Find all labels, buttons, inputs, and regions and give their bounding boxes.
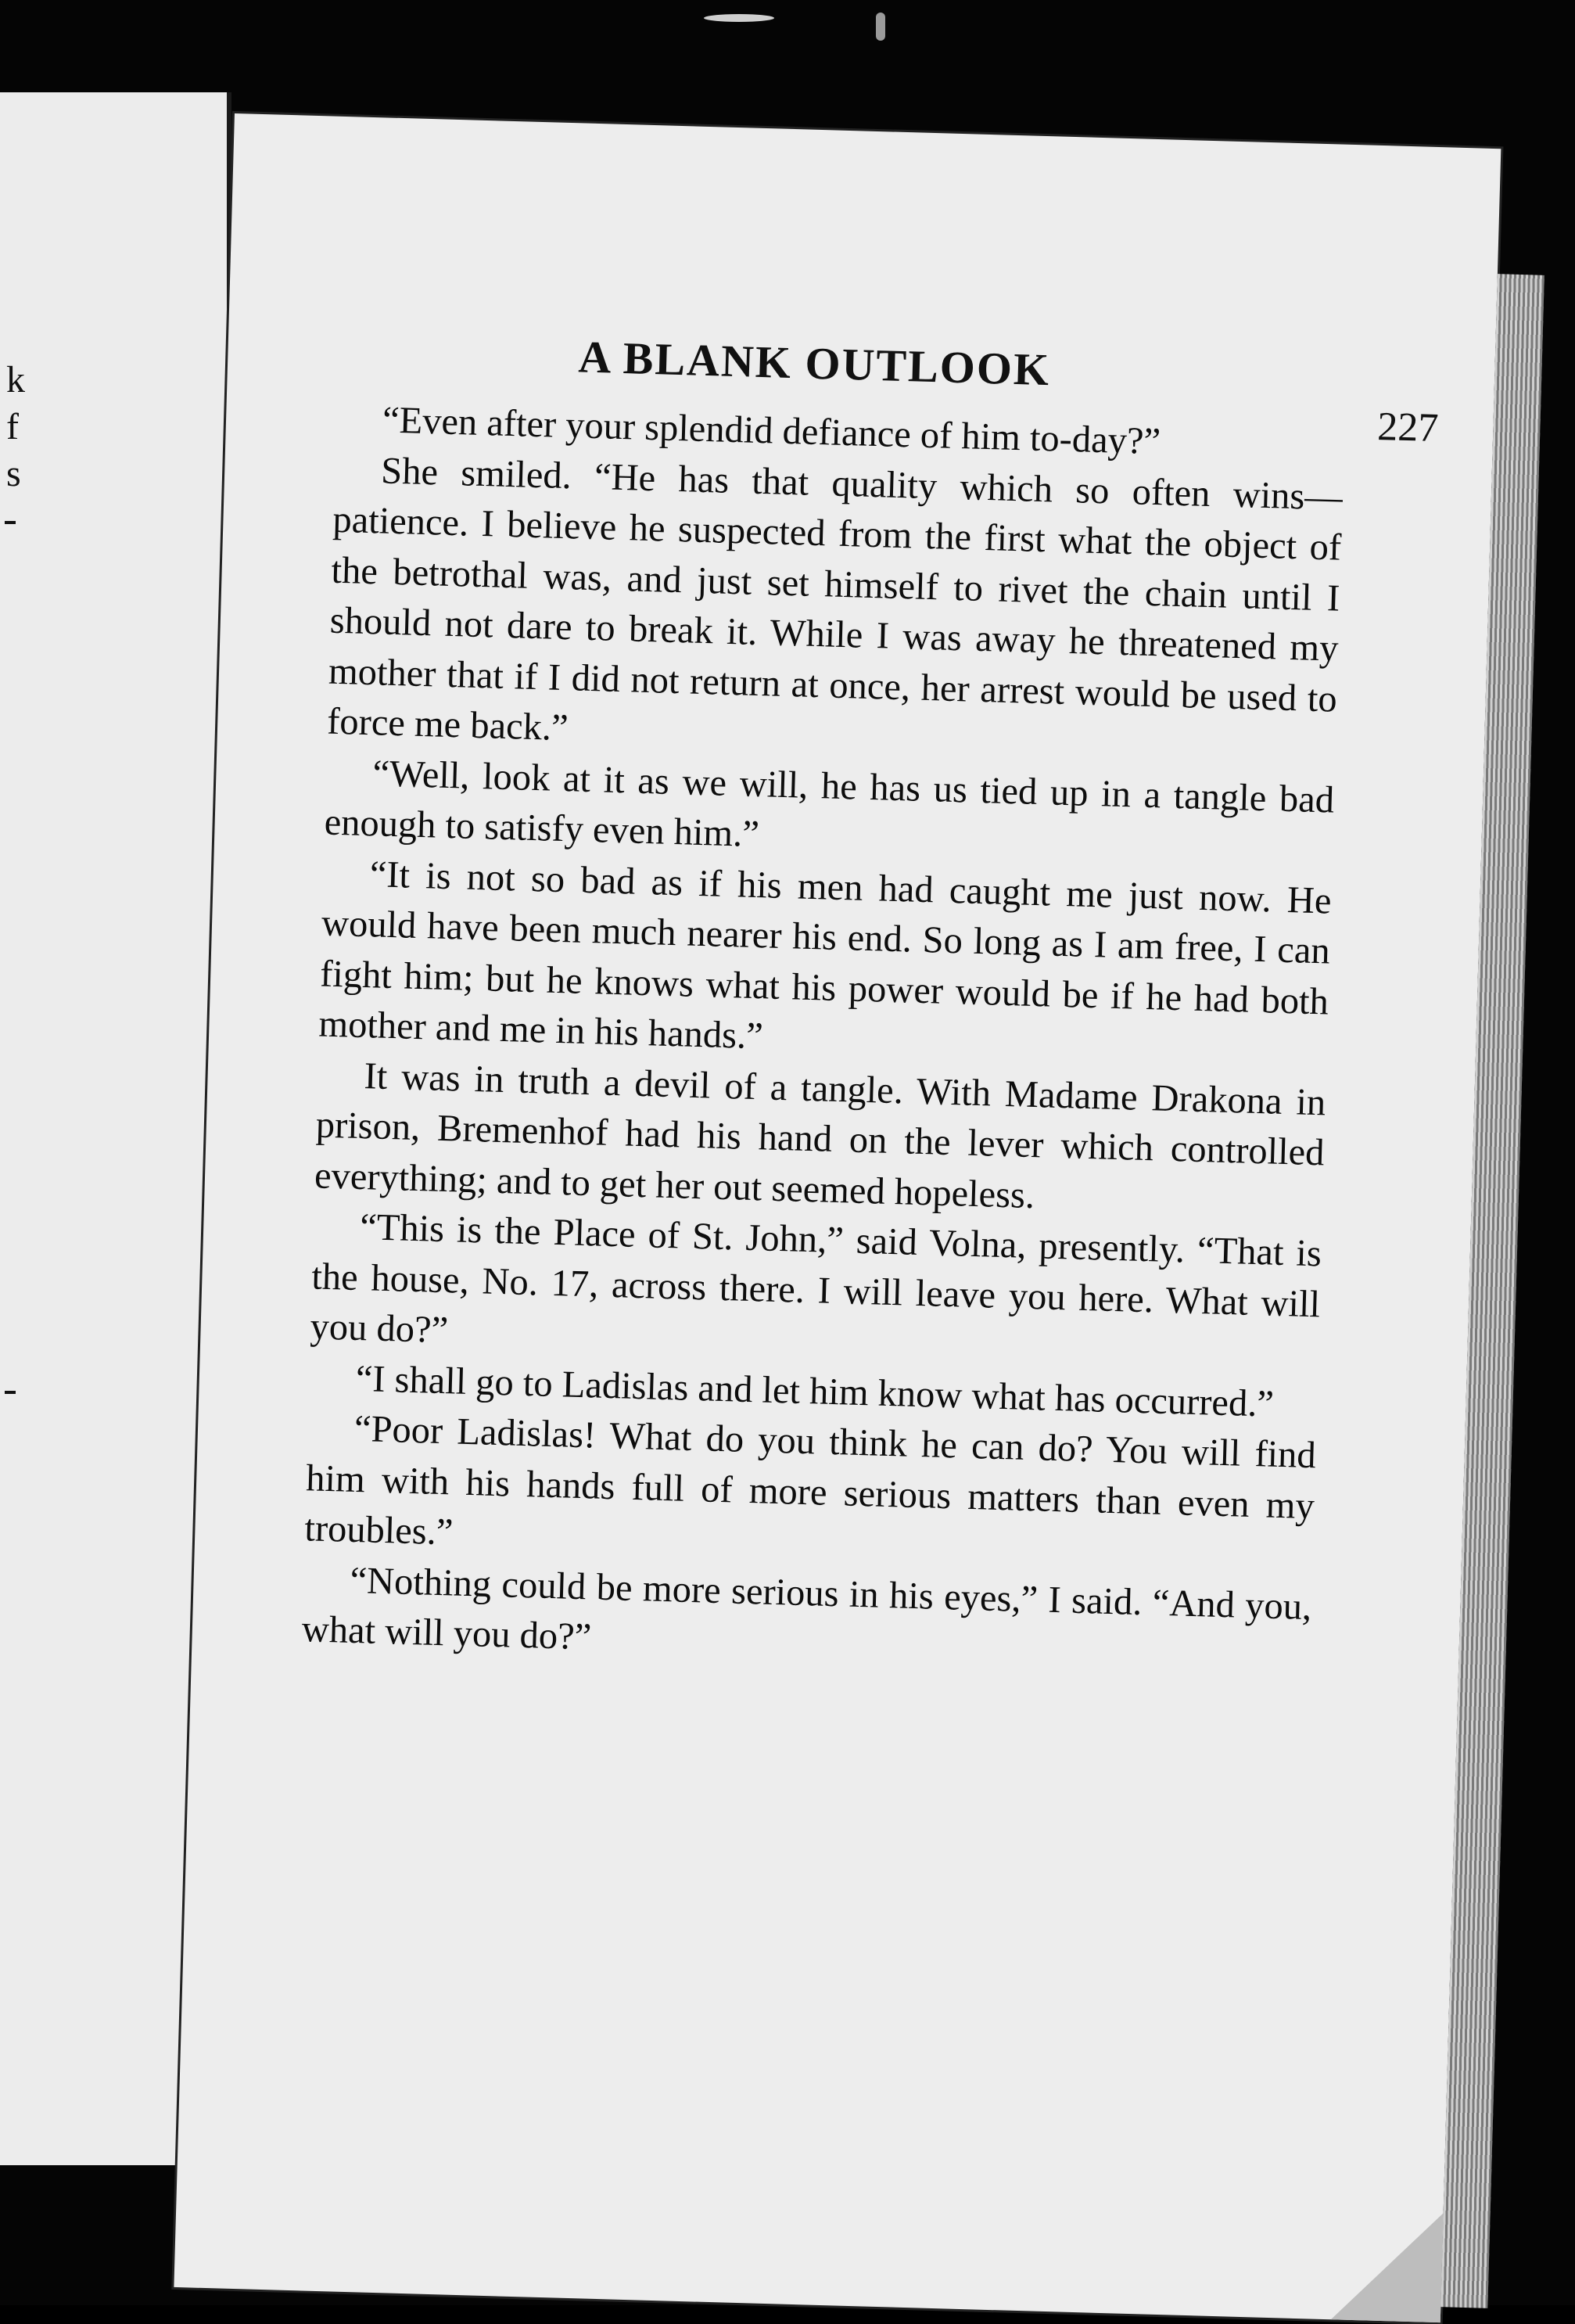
page-number: 227 <box>1376 404 1440 451</box>
facing-page-edge-mark <box>5 1391 16 1394</box>
paragraph: “This is the Place of St. John,” said Volna, presently. “That is the house, No. 17, across there. I will leave you here. What will you do?” <box>309 1206 1322 1352</box>
folded-corner <box>1331 2210 1444 2322</box>
scan-smudge-mark <box>876 13 885 41</box>
paragraph: “It is not so bad as if his men had caught me just now. He would have been much nearer his end. So long as I am free, I can fight him; but he knows what his power would be if he had both mother and me in his hands.” <box>318 853 1333 1058</box>
scan-smudge-mark <box>704 14 774 22</box>
paragraph: It was in truth a devil of a tangle. With Madame Drakona in prison, Bremenhof had his hand on the lever which controlled everything; and to get her out seemed hopeless. <box>314 1054 1326 1216</box>
paragraph: “Poor Ladislas! What do you think he can do? You will find him with his hands full of more serious matters than even my troubles.” <box>303 1407 1317 1554</box>
facing-page-edge-letter: f <box>6 406 19 447</box>
paragraph: “Even after your splendid defiance of him to-day?” <box>382 399 1161 463</box>
paragraph: She smiled. “He has that quality which so often wins—patience. I believe he suspected from the first what the object of the betrothal was, and just set himself to rivet the chain until I should not dare to break it. While I was away he threatened my mother that if I did not return at once, her arrest would be used to force me back.” <box>326 449 1344 749</box>
facing-page-edge-letter: k <box>6 359 25 401</box>
facing-page-edge-letter: s <box>6 453 21 494</box>
running-head: A BLANK OUTLOOK <box>577 331 1051 396</box>
paragraph: “I shall go to Ladislas and let him know what has occurred.” <box>355 1357 1275 1425</box>
page-stack-edge <box>1440 274 1545 2308</box>
book-page <box>174 113 1501 2322</box>
paragraph: “Well, look at it as we will, he has us tied up in a tangle bad enough to satisfy even him.” <box>324 752 1335 856</box>
paragraph: “Nothing could be more serious in his eyes,” I said. “And you, what will you do?” <box>301 1559 1312 1658</box>
body-text <box>301 394 1345 1683</box>
facing-page-edge-mark <box>5 521 16 524</box>
